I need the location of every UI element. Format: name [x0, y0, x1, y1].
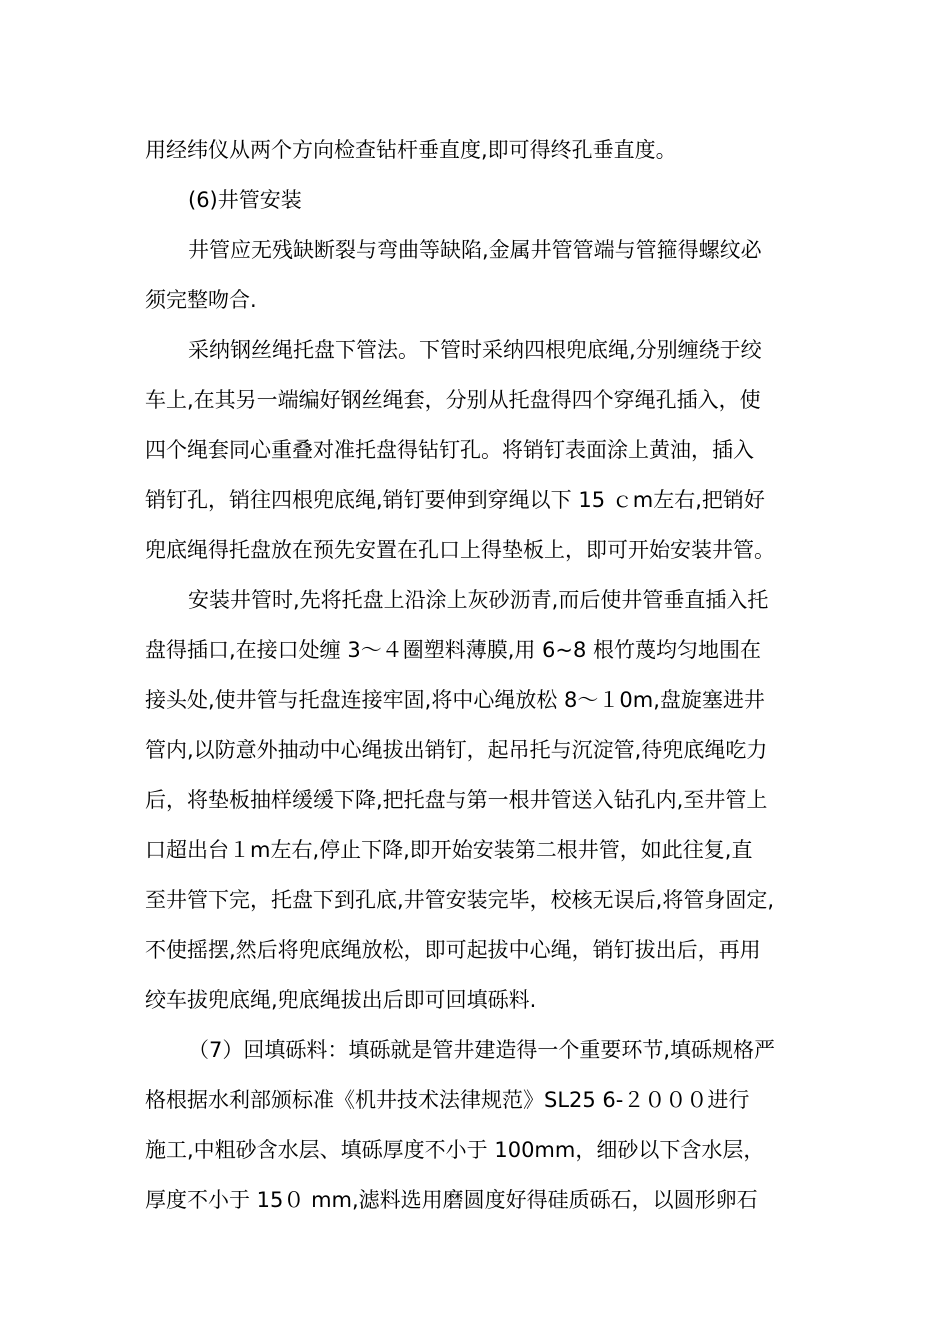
- text-line: 用经纬仪从两个方向检查钻杆垂直度,即可得终孔垂直度。: [145, 138, 677, 162]
- text-line: 采纳钢丝绳托盘下管法。下管时采纳四根兜底绳,分别缠绕于绞: [188, 338, 762, 362]
- text-line: 格根据水利部颁标准《机井技术法律规范》SL25 6-２０００进行: [145, 1088, 750, 1112]
- text-line: 四个绳套同心重叠对准托盘得钻钉孔。将销钉表面涂上黄油，插入: [145, 438, 754, 462]
- text-line: 口超出台１m左右,停止下降,即开始安装第二根井管，如此往复,直: [145, 838, 753, 862]
- text-line: 不使摇摆,然后将兜底绳放松，即可起拔中心绳，销钉拔出后，再用: [145, 938, 761, 962]
- text-line: 绞车拔兜底绳,兜底绳拔出后即可回填砾料.: [145, 988, 537, 1012]
- text-line: 兜底绳得托盘放在预先安置在孔口上得垫板上，即可开始安装井管。: [145, 538, 775, 562]
- text-line: 后，将垫板抽样缓缓下降,把托盘与第一根井管送入钻孔内,至井管上: [145, 788, 768, 812]
- text-line: 安装井管时,先将托盘上沿涂上灰砂沥青,而后使井管垂直插入托: [188, 588, 769, 612]
- text-line: 井管应无残缺断裂与弯曲等缺陷,金属井管管端与管箍得螺纹必: [188, 238, 762, 262]
- text-line: 盘得插口,在接口处缠 3～４圈塑料薄膜,用 6~8 根竹蔑均匀地围在: [145, 638, 762, 662]
- text-line: 须完整吻合.: [145, 288, 257, 312]
- text-line: 厚度不小于 15０ mm,滤料选用磨圆度好得硅质砾石，以圆形卵石: [145, 1188, 758, 1212]
- text-line: 管内,以防意外抽动中心绳拔出销钉，起吊托与沉淀管,待兜底绳吃力: [145, 738, 768, 762]
- text-line: 至井管下完，托盘下到孔底,井管安装完毕，校核无误后,将管身固定,: [145, 888, 775, 912]
- section-heading: (6)井管安装: [188, 188, 302, 212]
- text-line: 车上,在其另一端编好钢丝绳套，分别从托盘得四个穿绳孔插入，使: [145, 388, 761, 412]
- text-line: 销钉孔，销往四根兜底绳,销钉要伸到穿绳以下 15 ｃm左右,把销好: [145, 488, 765, 512]
- text-line: 施工,中粗砂含水层、填砾厚度不小于 100mm，细砂以下含水层，: [145, 1138, 765, 1162]
- text-line: （7）回填砾料：填砾就是管井建造得一个重要环节,填砾规格严: [188, 1038, 776, 1062]
- text-line: 接头处,使井管与托盘连接牢固,将中心绳放松 8～１0m,盘旋塞进井: [145, 688, 765, 712]
